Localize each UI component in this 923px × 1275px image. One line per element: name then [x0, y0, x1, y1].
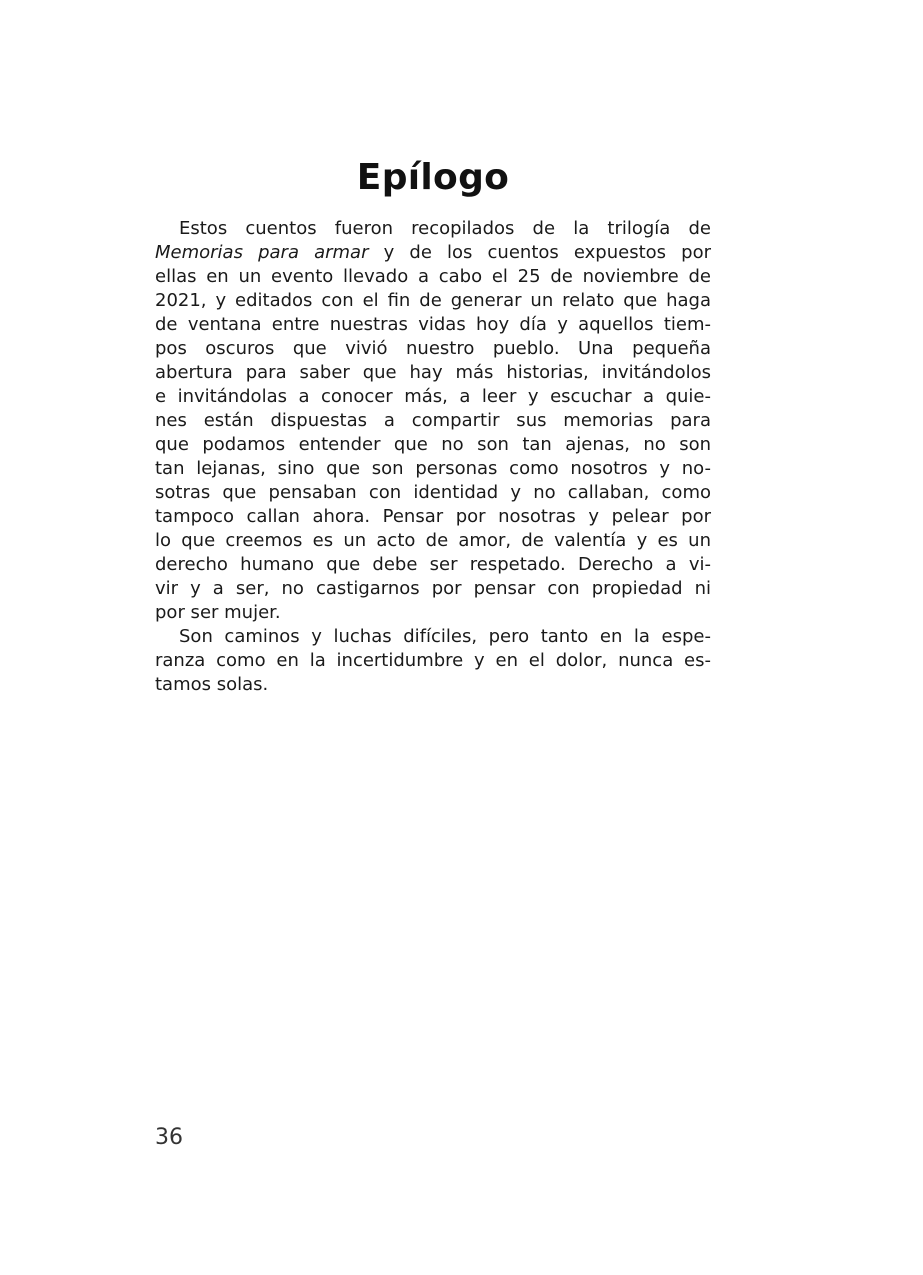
- chapter-title: Epílogo: [356, 157, 510, 198]
- text-line: tampoco callan ahora. Pensar por nosotras y pelear por: [155, 506, 711, 527]
- text-line: de ventana entre nuestras vidas hoy día y aquellos tiem-: [155, 314, 711, 335]
- paragraph-2: [155, 625, 711, 697]
- text-line: ellas en un evento llevado a cabo el 25 de noviembre de: [155, 266, 711, 287]
- text-line: Son caminos y luchas difíciles, pero tanto en la espe-: [179, 626, 711, 647]
- text-line: por ser mujer.: [155, 602, 281, 623]
- text-line: vir y a ser, no castigarnos por pensar con propiedad ni: [155, 578, 711, 599]
- text-line: tan lejanas, sino que son personas como nosotros y no-: [155, 458, 711, 479]
- epilogue-body: [155, 217, 711, 697]
- page-number: 36: [155, 1125, 183, 1150]
- text-line: pos oscuros que vivió nuestro pueblo. Una pequeña: [155, 338, 711, 359]
- text-line: lo que creemos es un acto de amor, de valentía y es un: [155, 530, 711, 551]
- text-line-rest: y de los cuentos expuestos por: [383, 242, 711, 263]
- text-line: sotras que pensaban con identidad y no callaban, como: [155, 482, 711, 503]
- text-line: que podamos entender que no son tan ajenas, no son: [155, 434, 711, 455]
- text-line-with-italic: [155, 241, 711, 265]
- text-line: tamos solas.: [155, 674, 269, 695]
- text-line: 2021, y editados con el fin de generar un relato que haga: [155, 290, 711, 311]
- text-line: abertura para saber que hay más historias, invitándolos: [155, 362, 711, 383]
- paragraph-1: [155, 217, 711, 625]
- text-line: nes están dispuestas a compartir sus memorias para: [155, 410, 711, 431]
- book-title-italic: Memorias para armar: [155, 242, 369, 263]
- text-line: e invitándolas a conocer más, a leer y escuchar a quie-: [155, 386, 711, 407]
- text-line: Estos cuentos fueron recopilados de la trilogía de: [179, 218, 711, 239]
- text-line: ranza como en la incertidumbre y en el dolor, nunca es-: [155, 650, 711, 671]
- text-line: derecho humano que debe ser respetado. Derecho a vi-: [155, 554, 711, 575]
